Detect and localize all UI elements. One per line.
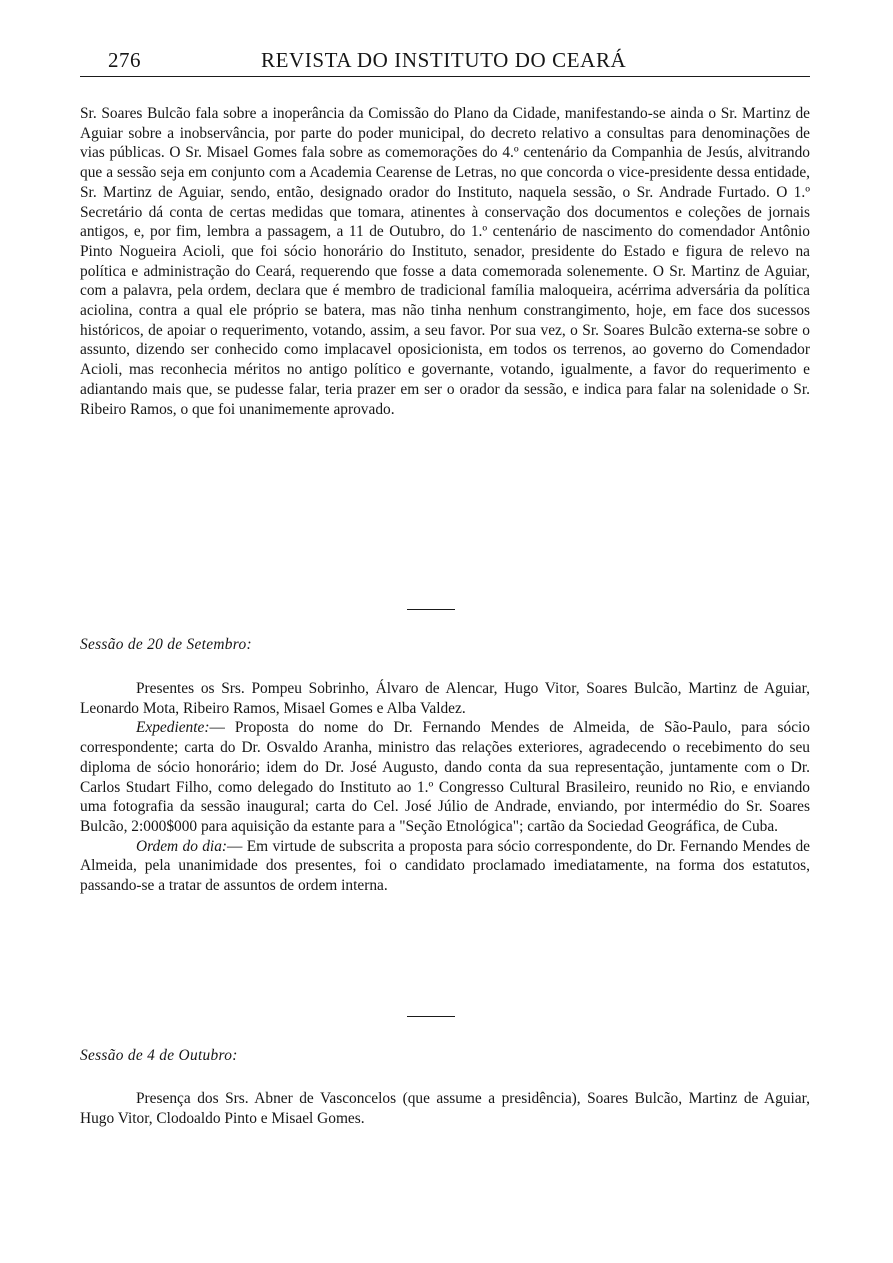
- attendance-paragraph: Presença dos Srs. Abner de Vasconcelos (que assume a presidência), Soares Bulcão, Martinz de Aguiar, Hugo Vitor, Clodoaldo Pinto e Misael Gomes.: [80, 1090, 810, 1127]
- opening-paragraph: Sr. Soares Bulcão fala sobre a inoperância da Comissão do Plano da Cidade, manifestando-se ainda o Sr. Martinz de Aguiar sobre a inobservância, por parte do poder municipal, do decreto relativo a consultas para denominações de vias públicas. O Sr. Misael Gomes fala sobre as comemorações do 4.º centenário da Companhia de Jesús, alvitrando que a sessão seja em conjunto com a Academia Cearense de Letras, no que concorda o vice-presidente dessa entidade, Sr. Martinz de Aguiar, sendo, então, designado orador do Instituto, naquela sessão, o Sr. Andrade Furtado. O 1.º Secretário dá conta de certas medidas que tomara, atinentes à conservação dos documentos e coleções de jornais antigos, e, por fim, lembra a passagem, a 11 de Outubro, do 1.º centenário de nascimento do comendador Antônio Pinto Nogueira Acioli, que foi sócio honorário do Instituto, senador, presidente do Estado e figura de relevo na política e administração do Ceará, requerendo que fosse a data comemorada solenemente. O Sr. Martinz de Aguiar, com a palavra, pela ordem, declara que é membro de tradicional família maloqueira, acérrima adversária da política aciolina, contra a qual ele próprio se batera, mas não tinha nenhum constrangimento, hoje, em face dos sucessos históricos, de apoiar o requerimento, votando, assim, a seu favor. Por sua vez, o Sr. Soares Bulcão externa-se sobre o assunto, dizendo ser conhecido como implacavel oposicionista, em todos os terrenos, ao governo do Comendador Acioli, mas reconhecia méritos no antigo político e governante, votando, igualmente, a favor do requerimento e adiantando mais que, se pudesse falar, teria prazer em ser o orador da sessão, e indica para falar na solenidade o Sr. Ribeiro Ramos, o que foi unanimemente aprovado.: [80, 105, 810, 418]
- running-header: [80, 46, 810, 77]
- page-number: 276: [108, 48, 141, 72]
- opening-paragraph-block: [80, 104, 810, 419]
- journal-title: REVISTA DO INSTITUTO DO CEARÁ: [261, 48, 627, 72]
- ordem-do-dia-text: — Em virtude de subscrita a proposta para sócio correspondente, do Dr. Fernando Mendes de Almeida, pela unanimidade dos presentes, foi o candidato proclamado imediatamente, na forma dos estatutos, passando-se a tratar de assuntos de ordem interna.: [80, 837, 810, 895]
- section-divider: [407, 609, 455, 610]
- september-session-body: [80, 679, 810, 896]
- october-session-body: [80, 1089, 810, 1128]
- section-heading-september: Sessão de 20 de Setembro:: [80, 636, 252, 653]
- section-heading-october: Sessão de 4 de Outubro:: [80, 1047, 238, 1064]
- expediente-text: — Proposta do nome do Dr. Fernando Mendes de Almeida, de São-Paulo, para sócio correspondente; carta do Dr. Osvaldo Aranha, ministro das relações exteriores, agradecendo o recebimento do seu diploma de sócio honorário; idem do Dr. José Augusto, dando conta da sua representação, juntamente com o Dr. Carlos Studart Filho, como delegado do Instituto ao 1.º Congresso Cultural Brasileiro, reunido no Rio, e enviando uma fotografia da sessão inaugural; carta do Cel. José Júlio de Andrade, enviando, por intermédio do Sr. Soares Bulcão, 2:000$000 para aquisição da estante para a "Seção Etnológica"; cartão da Sociedad Geográfica, de Cuba.: [80, 719, 810, 835]
- ordem-do-dia-label: Ordem do dia:: [136, 837, 228, 855]
- expediente-label: Expediente:: [136, 719, 210, 737]
- ordem-do-dia-paragraph: [80, 837, 810, 896]
- attendance-paragraph: Presentes os Srs. Pompeu Sobrinho, Álvaro de Alencar, Hugo Vitor, Soares Bulcão, Martinz de Aguiar, Leonardo Mota, Ribeiro Ramos, Misael Gomes e Alba Valdez.: [80, 680, 810, 717]
- section-divider: [407, 1016, 455, 1017]
- expediente-paragraph: [80, 718, 810, 836]
